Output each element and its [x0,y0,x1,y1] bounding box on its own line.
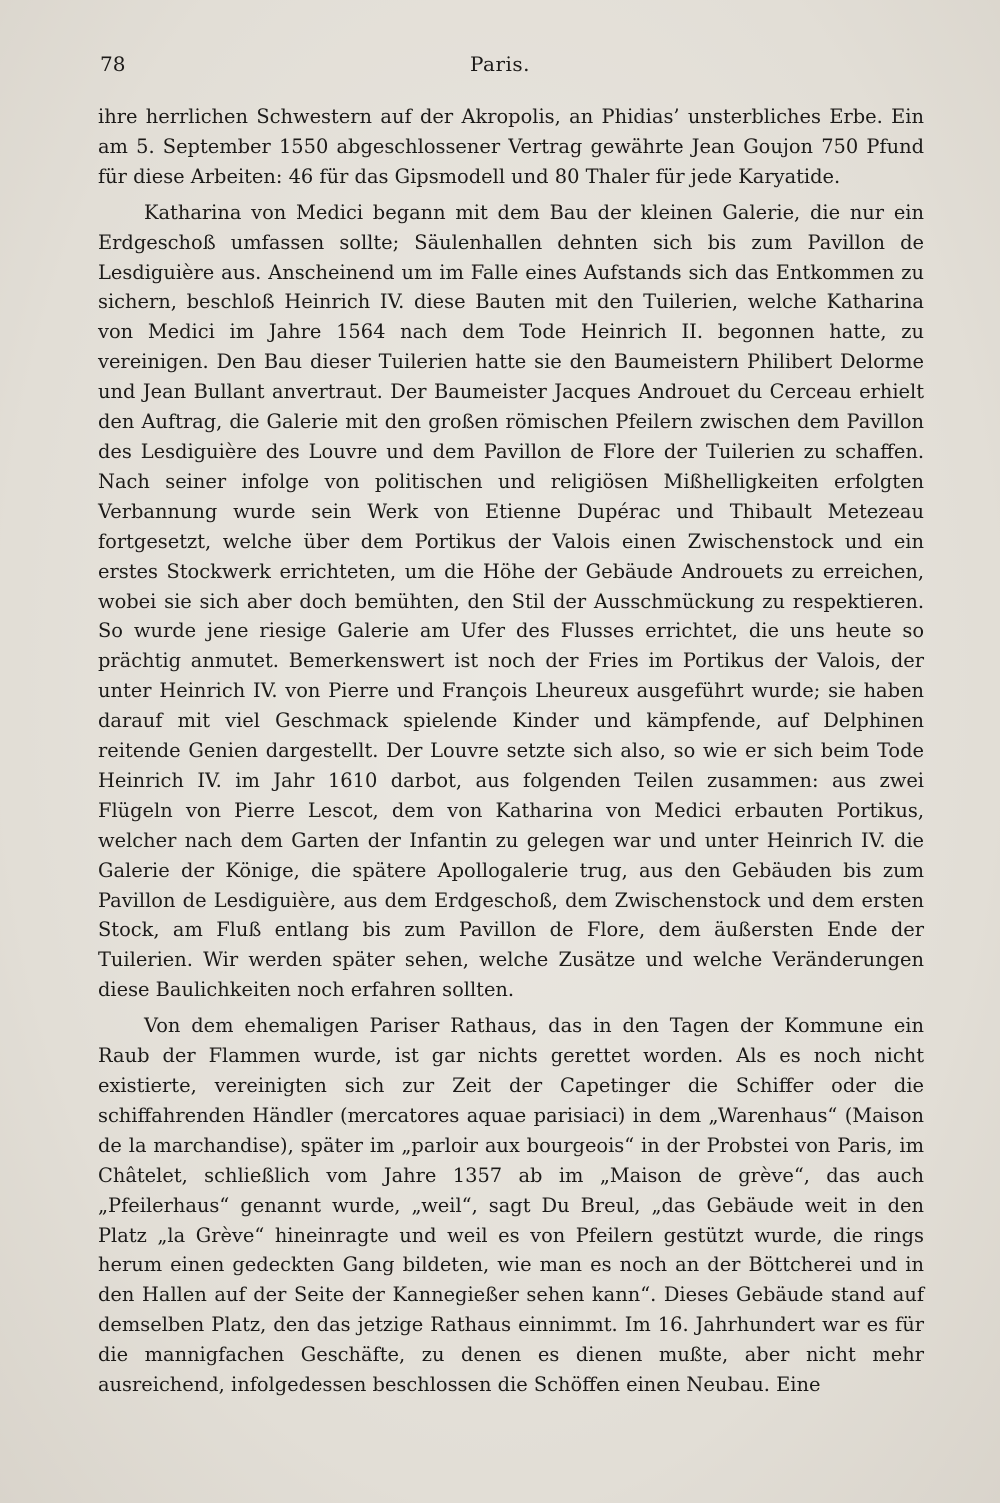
paragraph-louvre-galerie: Katharina von Medici begann mit dem Bau der kleinen Galerie, die nur ein Erdgeschoß umfassen sollte; Säulenhallen dehnten sich bis zum Pavillon de Lesdiguière aus. Anscheinend um im Falle eines Aufstands sich das Entkommen zu sichern, beschloß Heinrich IV. diese Bauten mit den Tuilerien, welche Katharina von Medici im Jahre 1564 nach dem Tode Heinrich II. begonnen hatte, zu vereinigen. Den Bau dieser Tuilerien hatte sie den Baumeistern Philibert Delorme und Jean Bullant anvertraut. Der Baumeister Jacques Androuet du Cerceau erhielt den Auftrag, die Galerie mit den großen römischen Pfeilern zwischen dem Pavillon des Lesdiguière des Louvre und dem Pavillon de Flore der Tuilerien zu schaffen. Nach seiner infolge von politischen und religiösen Mißhelligkeiten erfolgten Verbannung wurde sein Werk von Etienne Dupérac und Thibault Metezeau fortgesetzt, welche über dem Portikus der Valois einen Zwischenstock und ein erstes Stockwerk errichteten, um die Höhe der Gebäude Androuets zu erreichen, wobei sie sich aber doch bemühten, den Stil der Ausschmückung zu respektieren. So wurde jene riesige Galerie am Ufer des Flusses errichtet, die uns heute so prächtig anmutet. Bemerkenswert ist noch der Fries im Portikus der Valois, der unter Heinrich IV. von Pierre und François Lheureux ausgeführt wurde; sie haben darauf mit viel Geschmack spielende Kinder und kämpfende, auf Delphinen reitende Genien dargestellt. Der Louvre setzte sich also, so wie er sich beim Tode Heinrich IV. im Jahr 1610 darbot, aus folgenden Teilen zusammen: aus zwei Flügeln von Pierre Lescot, dem von Katharina von Medici erbauten Portikus, welcher nach dem Garten der Infantin zu gelegen war und unter Heinrich IV. die Galerie der Könige, die spätere Apollogalerie trug, aus den Gebäuden bis zum Pavillon de Lesdiguière, aus dem Erdgeschoß, dem Zwischenstock und dem ersten Stock, am Fluß entlang bis zum Pavillon de Flore, dem äußersten Ende der Tuilerien. Wir werden später sehen, welche Zusätze und welche Veränderungen diese Baulichkeiten noch erfahren sollten. [98,200,924,1002]
body-text [98,102,924,1400]
running-title: Paris. [469,52,531,76]
paragraph-karyatiden: ihre herrlichen Schwestern auf der Akropolis, an Phidias’ unsterbliches Erbe. Ein am 5. September 1550 abgeschlossener Vertrag gewährte Jean Goujon 750 Pfund für diese Arbeiten: 46 für das Gipsmodell und 80 Thaler für jede Karyatide. [98,105,924,188]
page-header [100,52,900,82]
page-number: 78 [100,52,126,76]
paragraph-rathaus: Von dem ehemaligen Pariser Rathaus, das in den Tagen der Kommune ein Raub der Flammen wurde, ist gar nichts gerettet worden. Als es noch nicht existierte, vereinigten sich zur Zeit der Capetinger die Schiffer oder die schiffahrenden Händler (mercatores aquae parisiaci) in dem „Warenhaus“ (Maison de la marchandise), später im „parloir aux bourgeois“ in der Probstei von Paris, im Châtelet, schließlich vom Jahre 1357 ab im „Maison de grève“, das auch „Pfeilerhaus“ genannt wurde, „weil“, sagt Du Breul, „das Gebäude weit in den Platz „la Grève“ hineinragte und weil es von Pfeilern gestützt wurde, die rings herum einen gedeckten Gang bildeten, wie man es noch an der Böttcherei und in den Hallen auf der Seite der Kannegießer sehen kann“. Dieses Gebäude stand auf demselben Platz, den das jetzige Rathaus einnimmt. Im 16. Jahrhundert war es für die mannigfachen Geschäfte, zu denen es dienen mußte, aber nicht mehr ausreichend, infolgedessen beschlossen die Schöffen einen Neubau. Eine [98,1014,924,1397]
